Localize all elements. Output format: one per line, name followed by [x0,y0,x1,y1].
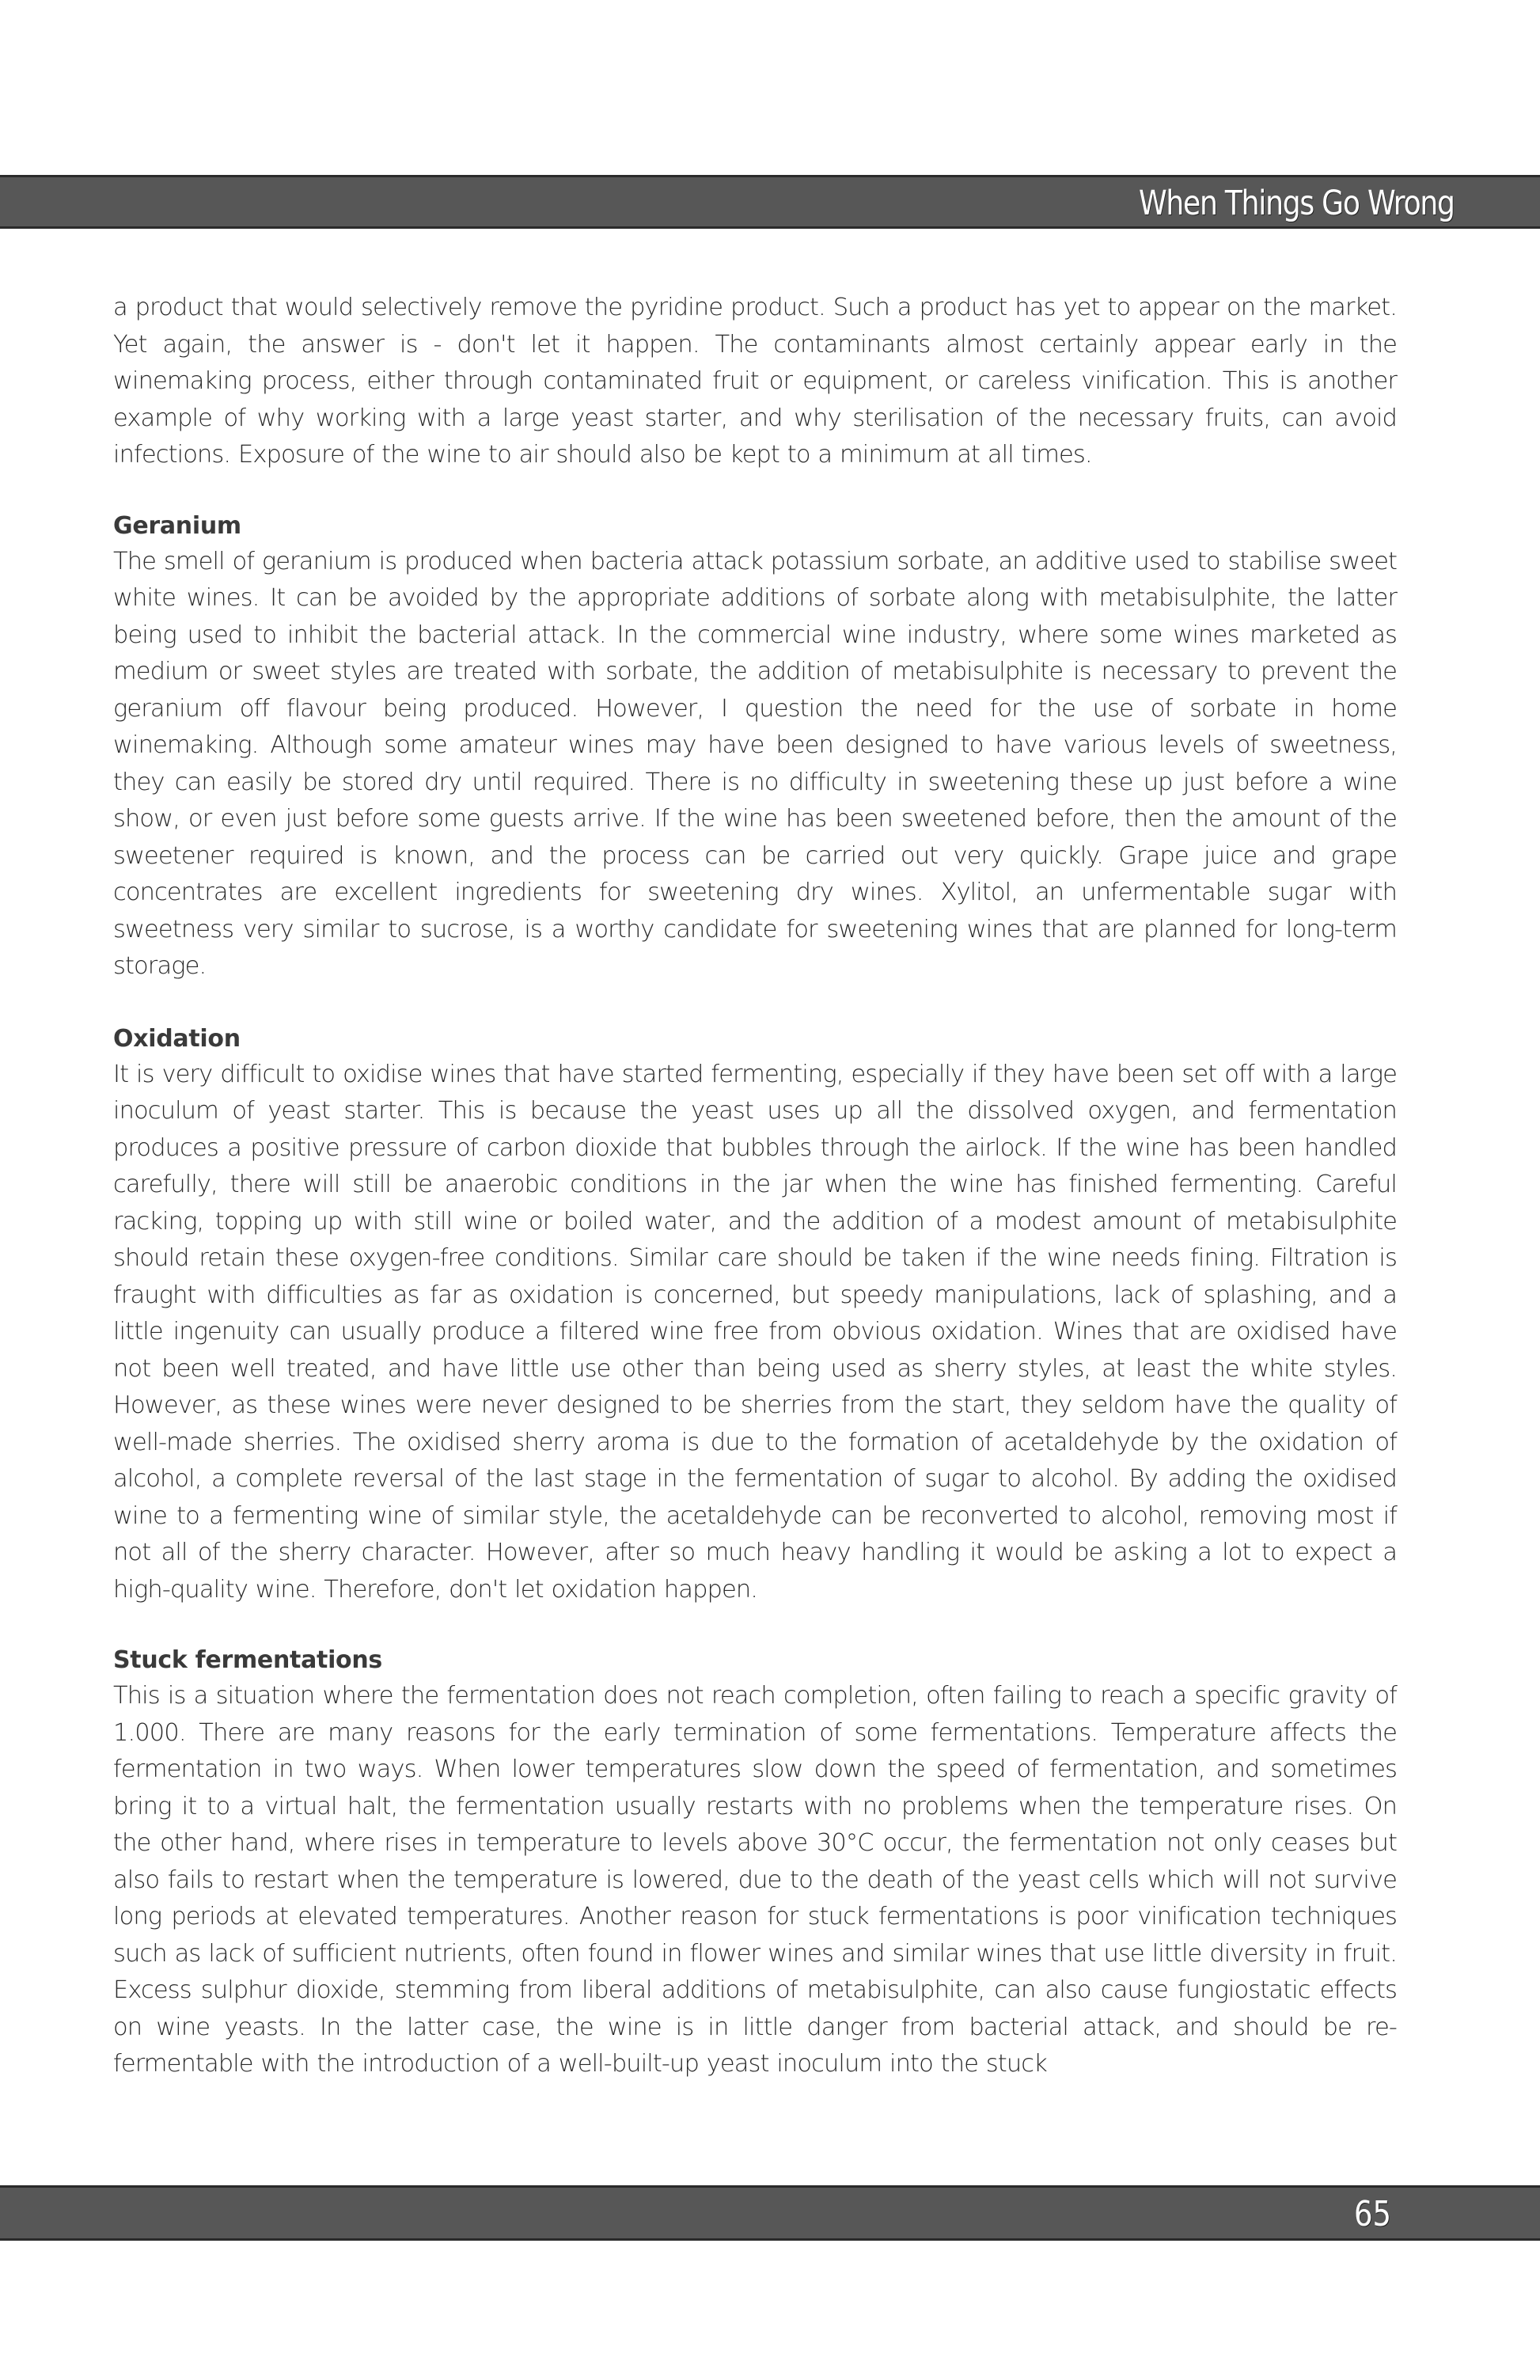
chapter-title: When Things Go Wrong [1139,184,1455,223]
section-stuck-fermentations [113,1643,1397,2083]
section-heading: Stuck fermentations [113,1646,382,1674]
chapter-header-band [0,175,1540,229]
page-number: 65 [1353,2194,1391,2234]
section-heading: Oxidation [113,1024,241,1053]
section-oxidation [113,1022,1397,1609]
section-paragraph: This is a situation where the fermentation does not reach completion, often failing to reach a specific gravity of 1.000. There are many reasons for the early termination of some fermentations. Temperature affects the fermentation in two ways. When lower temperatures slow down the speed of fermentation, and sometimes bring it to a virtual halt, the fermentation usually restarts with no problems when the temperature rises. On the other hand, where rises in temperature to levels above 30°C occur, the fermentation not only ceases but also fails to restart when the temperature is lowered, due to the death of the yeast cells which will not survive long periods at elevated temperatures. Another reason for stuck fermentations is poor vinification techniques such as lack of sufficient nutrients, often found in flower wines and similar wines that use little diversity in fruit. Excess sulphur dioxide, stemming from liberal additions of metabisulphite, can also cause fungiostatic effects on wine yeasts. In the latter case, the wine is in little danger from bacterial attack, and should be re-fermentable with the introduction of a well-built-up yeast inoculum into the stuck [113,1682,1397,2078]
intro-paragraph: a product that would selectively remove the pyridine product. Such a product has yet to appear on the market. Yet again, the answer is - don't let it happen. The contaminants almost certainly appear early in the winemaking process, either through contaminated fruit or equipment, or careless vinification. This is another example of why working with a large yeast starter, and why sterilisation of the necessary fruits, can avoid infections. Exposure of the wine to air should also be kept to a minimum at all times. [113,294,1397,469]
section-paragraph: The smell of geranium is produced when bacteria attack potassium sorbate, an additive used to stabilise sweet white wines. It can be avoided by the appropriate additions of sorbate along with metabisulphite, the latter being used to inhibit the bacterial attack. In the commercial wine industry, where some wines marketed as medium or sweet styles are treated with sorbate, the addition of metabisulphite is necessary to prevent the geranium off flavour being produced. However, I question the need for the use of sorbate in home winemaking. Although some amateur wines may have been designed to have various levels of sweetness, they can easily be stored dry until required. There is no difficulty in sweetening these up just before a wine show, or even just before some guests arrive. If the wine has been sweetened before, then the amount of the sweetener required is known, and the process can be carried out very quickly. Grape juice and grape concentrates are excellent ingredients for sweetening dry wines. Xylitol, an unfermentable sugar with sweetness very similar to sucrose, is a worthy candidate for sweetening wines that are planned for long-term storage. [113,547,1397,980]
page-footer-band [0,2185,1540,2241]
section-heading: Geranium [113,511,241,540]
section-geranium [113,509,1397,985]
section-paragraph: It is very difficult to oxidise wines that have started fermenting, especially if they have been set off with a large inoculum of yeast starter. This is because the yeast uses up all the dissolved oxygen, and fermentation produces a positive pressure of carbon dioxide that bubbles through the airlock. If the wine has been handled carefully, there will still be anaerobic conditions in the jar when the wine has finished fermenting. Careful racking, topping up with still wine or boiled water, and the addition of a modest amount of metabisulphite should retain these oxygen-free conditions. Similar care should be taken if the wine needs fining. Filtration is fraught with difficulties as far as oxidation is concerned, but speedy manipulations, lack of splashing, and a little ingenuity can usually produce a filtered wine free from obvious oxidation. Wines that are oxidised have not been well treated, and have little use other than being used as sherry styles, at least the white styles. However, as these wines were never designed to be sherries from the start, they seldom have the quality of well-made sherries. The oxidised sherry aroma is due to the formation of acetaldehyde by the oxidation of alcohol, a complete reversal of the last stage in the fermentation of sugar to alcohol. By adding the oxidised wine to a fermenting wine of similar style, the acetaldehyde can be reconverted to alcohol, removing most if not all of the sherry character. However, after so much heavy handling it would be asking a lot to expect a high-quality wine. Therefore, don't let oxidation happen. [113,1060,1397,1604]
page-body [113,290,1397,2083]
